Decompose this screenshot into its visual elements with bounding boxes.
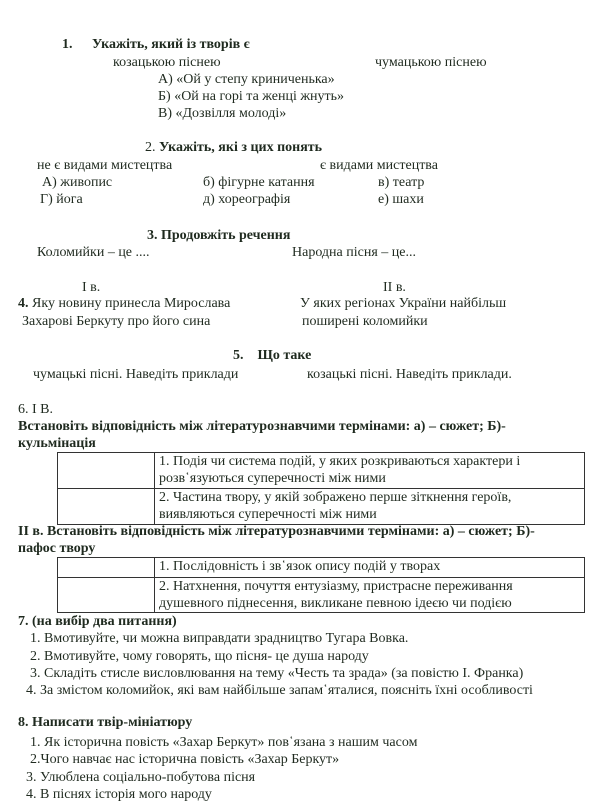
q2-title: Укажіть, які з цих понять bbox=[159, 140, 323, 155]
q6-v1-title: Встановіть відповідність між літературознавчими термінами: а) – сюжет; Б)- bbox=[18, 419, 506, 434]
q2-option: А) живопис bbox=[42, 175, 113, 190]
q1-col-chumak: чумацькою піснею bbox=[375, 55, 487, 70]
q8-title: 8. Написати твір-мініатюру bbox=[18, 715, 193, 730]
q7-item: 2. Вмотивуйте, чому говорять, що пісня- це душа народу bbox=[30, 649, 369, 664]
q7-item: 4. За змістом коломийок, які вам найбільше запам῾яталися, поясніть їхні особливості bbox=[26, 683, 533, 698]
q8-item: 2.Чого навчає нас історична повість «Захар Беркут» bbox=[30, 752, 340, 767]
q2-heading bbox=[145, 139, 322, 156]
q8-item: 3. Улюблена соціально-побутова пісня bbox=[26, 770, 256, 785]
q3-title: 3. Продовжіть речення bbox=[147, 228, 291, 243]
q2-option: б) фігурне катання bbox=[203, 175, 315, 190]
answer-cell[interactable] bbox=[58, 453, 155, 489]
definition-cell: 1. Подія чи система подій, у яких розкриваються характери і розв῾язуються суперечності між ними bbox=[155, 453, 585, 489]
q1-title: Укажіть, який із творів є bbox=[92, 37, 250, 52]
q7-item: 1. Вмотивуйте, чи можна виправдати зрадництво Тугара Вовка. bbox=[30, 631, 409, 646]
answer-cell[interactable] bbox=[58, 558, 155, 578]
q5-cossack: козацькі пісні. Наведіть приклади. bbox=[307, 367, 512, 382]
q7-item: 3. Складіть стисле висловлювання на тему «Честь та зрада» (за повістю І. Франка) bbox=[30, 666, 524, 681]
definition-cell: 1. Послідовність і зв῾язок опису подій у творах bbox=[155, 558, 585, 578]
q1-option: Б) «Ой на горі та женці жнуть» bbox=[158, 89, 345, 104]
q7-title: 7. (на вибір два питання) bbox=[18, 614, 177, 629]
q2-option: в) театр bbox=[378, 175, 425, 190]
q1-option: А) «Ой у степу криниченька» bbox=[158, 72, 335, 87]
q8-item: 4. В піснях історія мого народу bbox=[26, 787, 212, 802]
q6-v1-title: кульмінація bbox=[18, 436, 96, 451]
q4-variant-2: ІІ в. bbox=[383, 280, 406, 295]
q6-v2-table bbox=[57, 557, 585, 613]
q6-v2-title: пафос твору bbox=[18, 541, 96, 556]
q4-v1-question bbox=[18, 295, 230, 312]
q2-col-not-art: не є видами мистецтва bbox=[37, 158, 173, 173]
q1-option: В) «Дозвілля молоді» bbox=[158, 106, 287, 121]
q4-v1-line: Захарові Беркуту про його сина bbox=[22, 314, 211, 329]
q3-prompt-folk-song: Народна пісня – це... bbox=[292, 245, 416, 260]
q2-col-art: є видами мистецтва bbox=[320, 158, 438, 173]
q1-number: 1. bbox=[62, 37, 73, 52]
q4-v1-line: Яку новину принесла Мирослава bbox=[32, 296, 231, 311]
q2-option: Г) йога bbox=[40, 192, 83, 207]
q5-title: 5. Що таке bbox=[233, 348, 312, 363]
definition-cell: 2. Частина твору, у якій зображено перше зіткнення героїв, виявляються суперечності між ними bbox=[155, 489, 585, 525]
q8-item: 1. Як історична повість «Захар Беркут» пов῾язана з нашим часом bbox=[30, 735, 418, 750]
q4-v2-line: У яких регіонах України найбільш bbox=[300, 296, 507, 311]
answer-cell[interactable] bbox=[58, 489, 155, 525]
q2-option: е) шахи bbox=[378, 192, 424, 207]
q4-number: 4. bbox=[18, 296, 29, 311]
definition-cell: 2. Натхнення, почуття ентузіазму, пристрасне переживання душевного піднесення, викликане певною ідеєю чи подією bbox=[155, 578, 585, 613]
q4-variant-1: І в. bbox=[82, 280, 101, 295]
q6-v1-table bbox=[57, 452, 585, 525]
q2-option: д) хореографія bbox=[203, 192, 291, 207]
q6-v2-title: ІІ в. Встановіть відповідність між літературознавчими термінами: а) – сюжет; Б)- bbox=[18, 524, 535, 539]
q4-v2-line: поширені коломийки bbox=[302, 314, 428, 329]
q3-prompt-kolomyiky: Коломийки – це .... bbox=[37, 245, 150, 260]
answer-cell[interactable] bbox=[58, 578, 155, 613]
q6-label: 6. І В. bbox=[18, 402, 53, 417]
q5-chumak: чумацькі пісні. Наведіть приклади bbox=[33, 367, 239, 382]
q2-number: 2. bbox=[145, 140, 156, 155]
q1-col-cossack: козацькою піснею bbox=[113, 55, 221, 70]
